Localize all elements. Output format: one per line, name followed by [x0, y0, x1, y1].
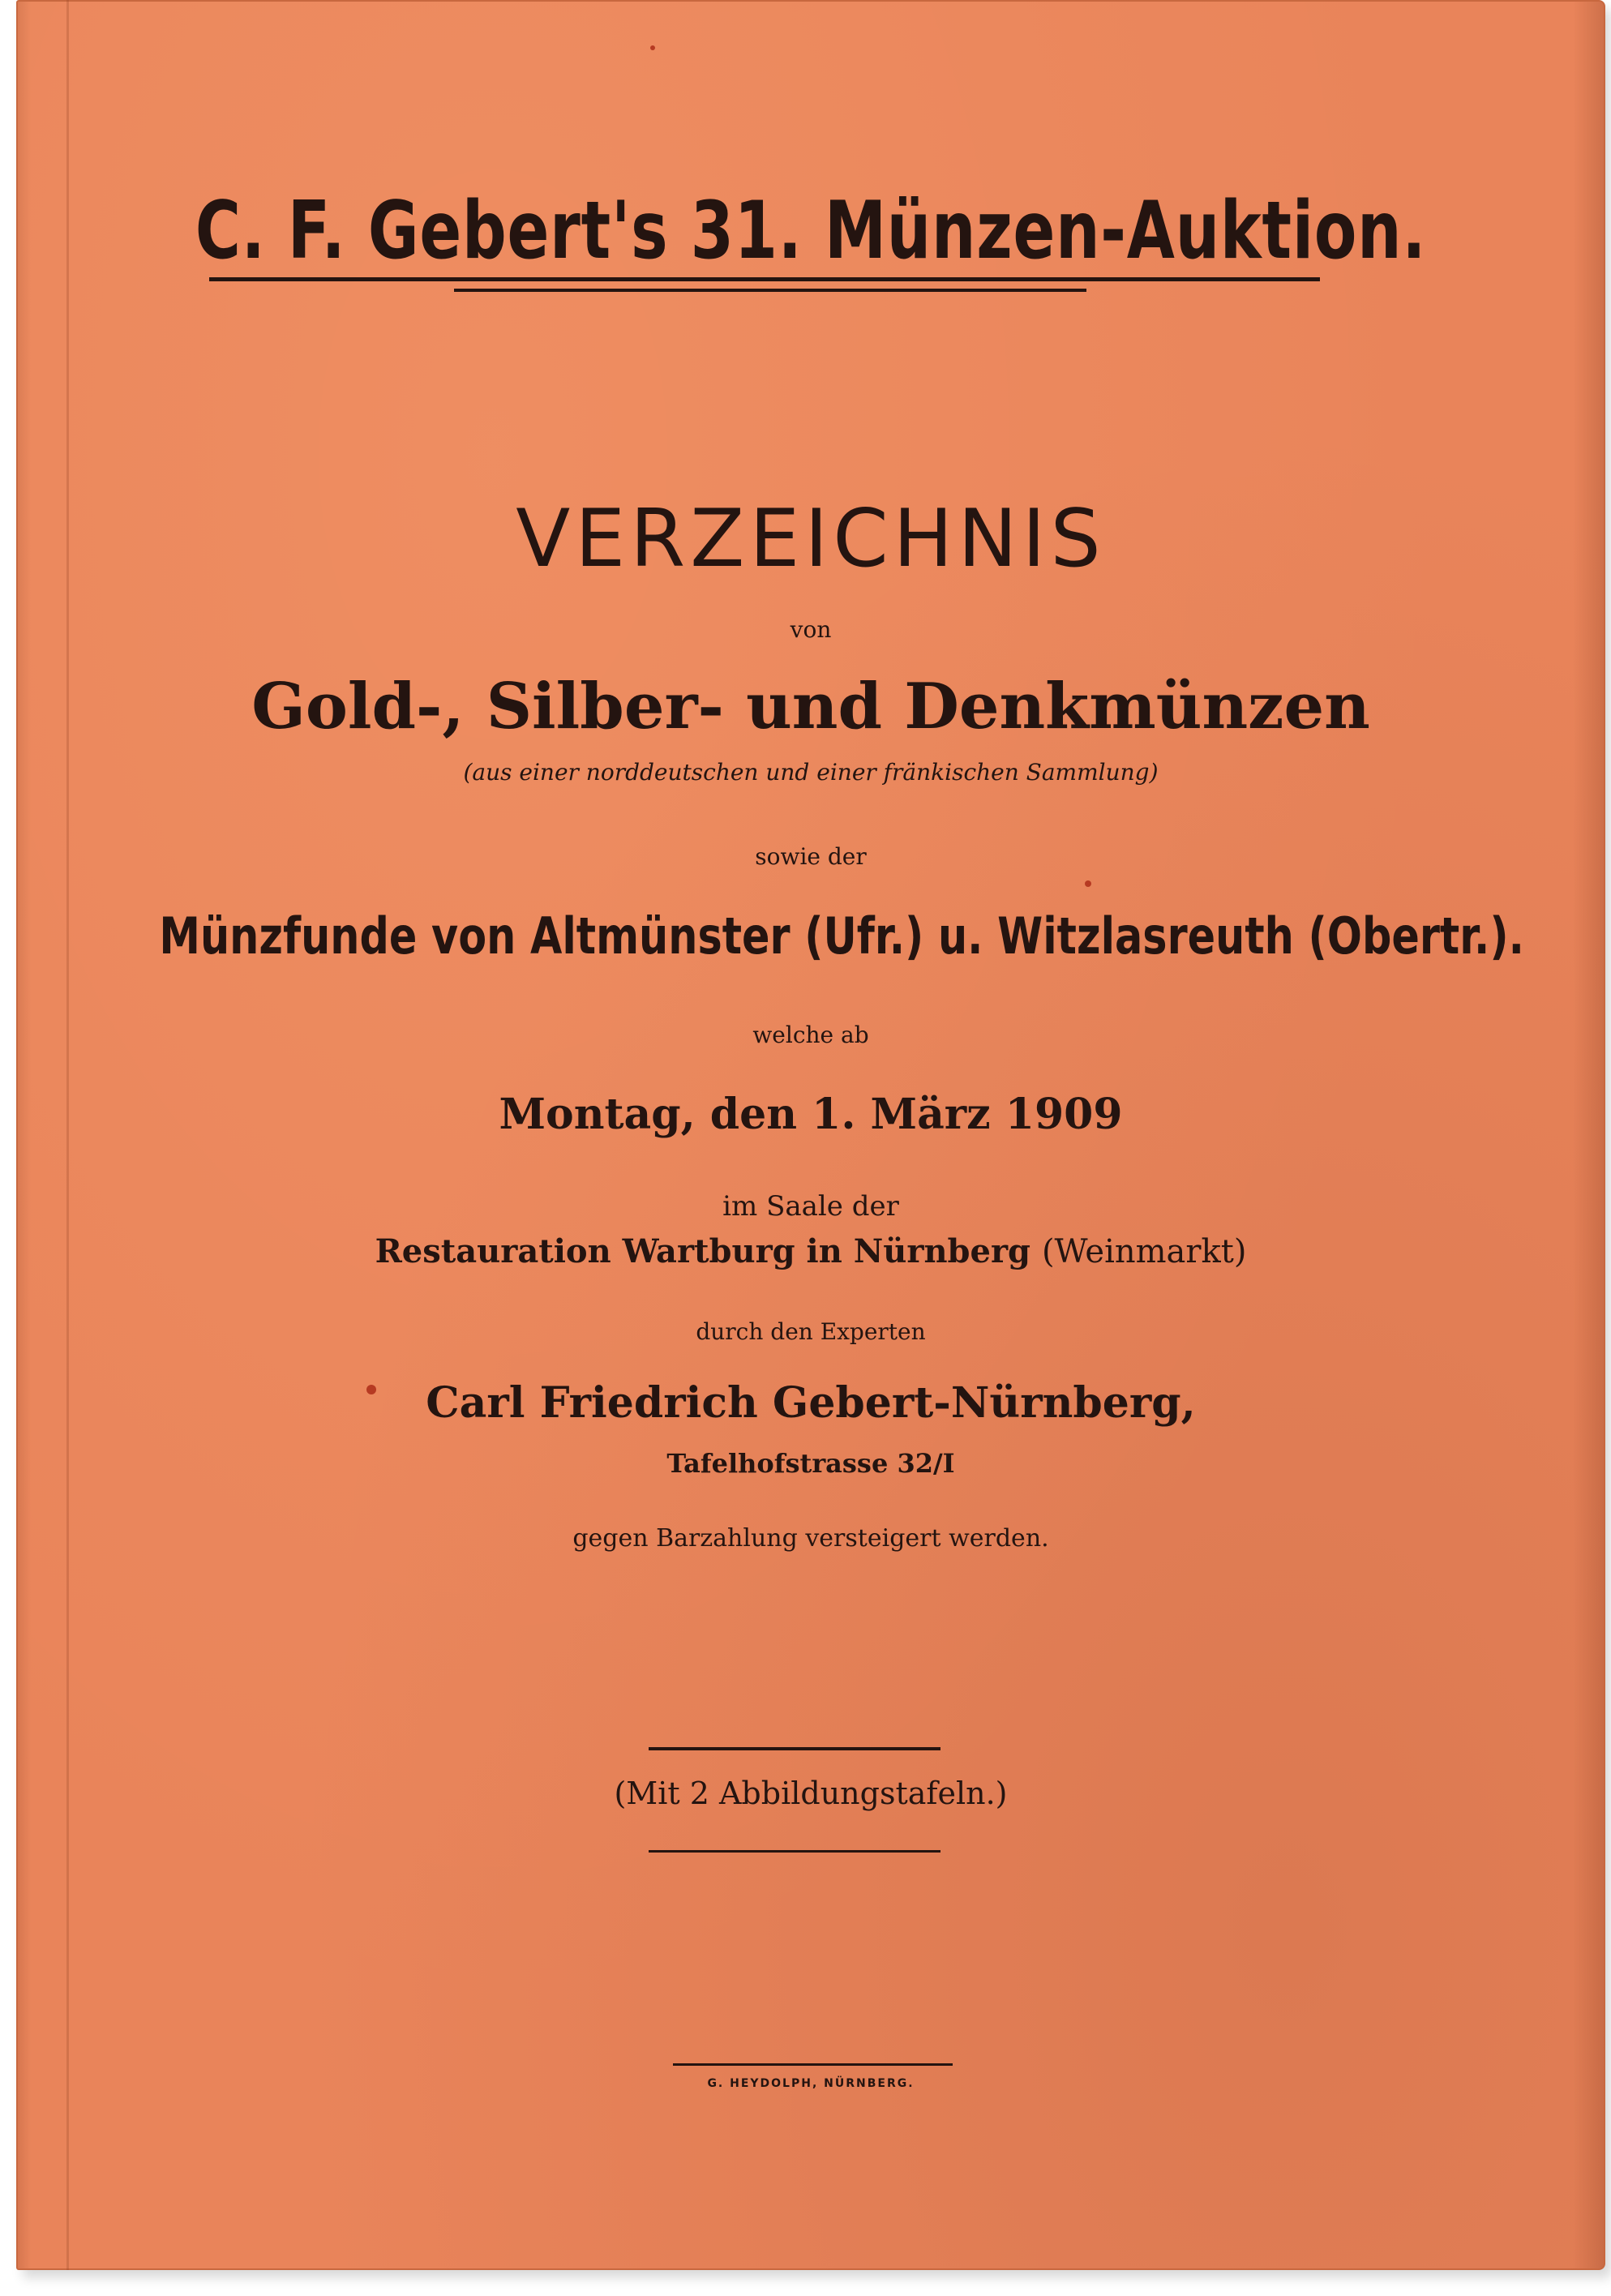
ink-spot — [1085, 880, 1091, 887]
sowie-text: sowie der — [755, 843, 867, 870]
divider-upper — [649, 1747, 940, 1750]
venue-note: (Weinmarkt) — [1041, 1233, 1247, 1270]
durch-text: durch den Experten — [696, 1318, 926, 1345]
ink-spot — [366, 1385, 376, 1394]
printer-imprint: G. HEYDOLPH, NÜRNBERG. — [707, 2077, 915, 2090]
expert-address: Tafelhofstrasse 32/I — [666, 1448, 955, 1479]
plates-note: (Mit 2 Abbildungstafeln.) — [614, 1776, 1008, 1811]
printer-rule — [673, 2063, 953, 2066]
auction-title: C. F. Gebert's 31. Münzen-Auktion. — [195, 185, 1427, 277]
von-text: von — [790, 616, 832, 643]
catalog-heading: VERZEICHNIS — [516, 493, 1106, 585]
welche-text: welche ab — [752, 1022, 869, 1048]
venue-name: Restauration Wartburg in Nürnberg — [375, 1232, 1030, 1270]
terms-text: gegen Barzahlung versteigert werden. — [572, 1524, 1049, 1553]
auction-date: Montag, den 1. März 1909 — [499, 1090, 1123, 1139]
catalog-cover — [16, 0, 1605, 2270]
ink-spot — [650, 45, 655, 50]
divider-lower — [649, 1850, 940, 1853]
title-rule-thin — [454, 289, 1086, 292]
expert-name: Carl Friedrich Gebert-Nürnberg, — [426, 1378, 1196, 1428]
title-rule-thick — [209, 277, 1320, 281]
subject-note: (aus einer norddeutschen und einer fränkischen Sammlung) — [463, 759, 1159, 786]
venue-line — [16, 1232, 1605, 1270]
im-saale-text: im Saale der — [722, 1190, 899, 1223]
subject-heading: Gold-, Silber- und Denkmünzen — [251, 670, 1370, 743]
finds-heading: Münzfunde von Altmünster (Ufr.) u. Witzlasreuth (Obertr.). — [159, 906, 1524, 966]
